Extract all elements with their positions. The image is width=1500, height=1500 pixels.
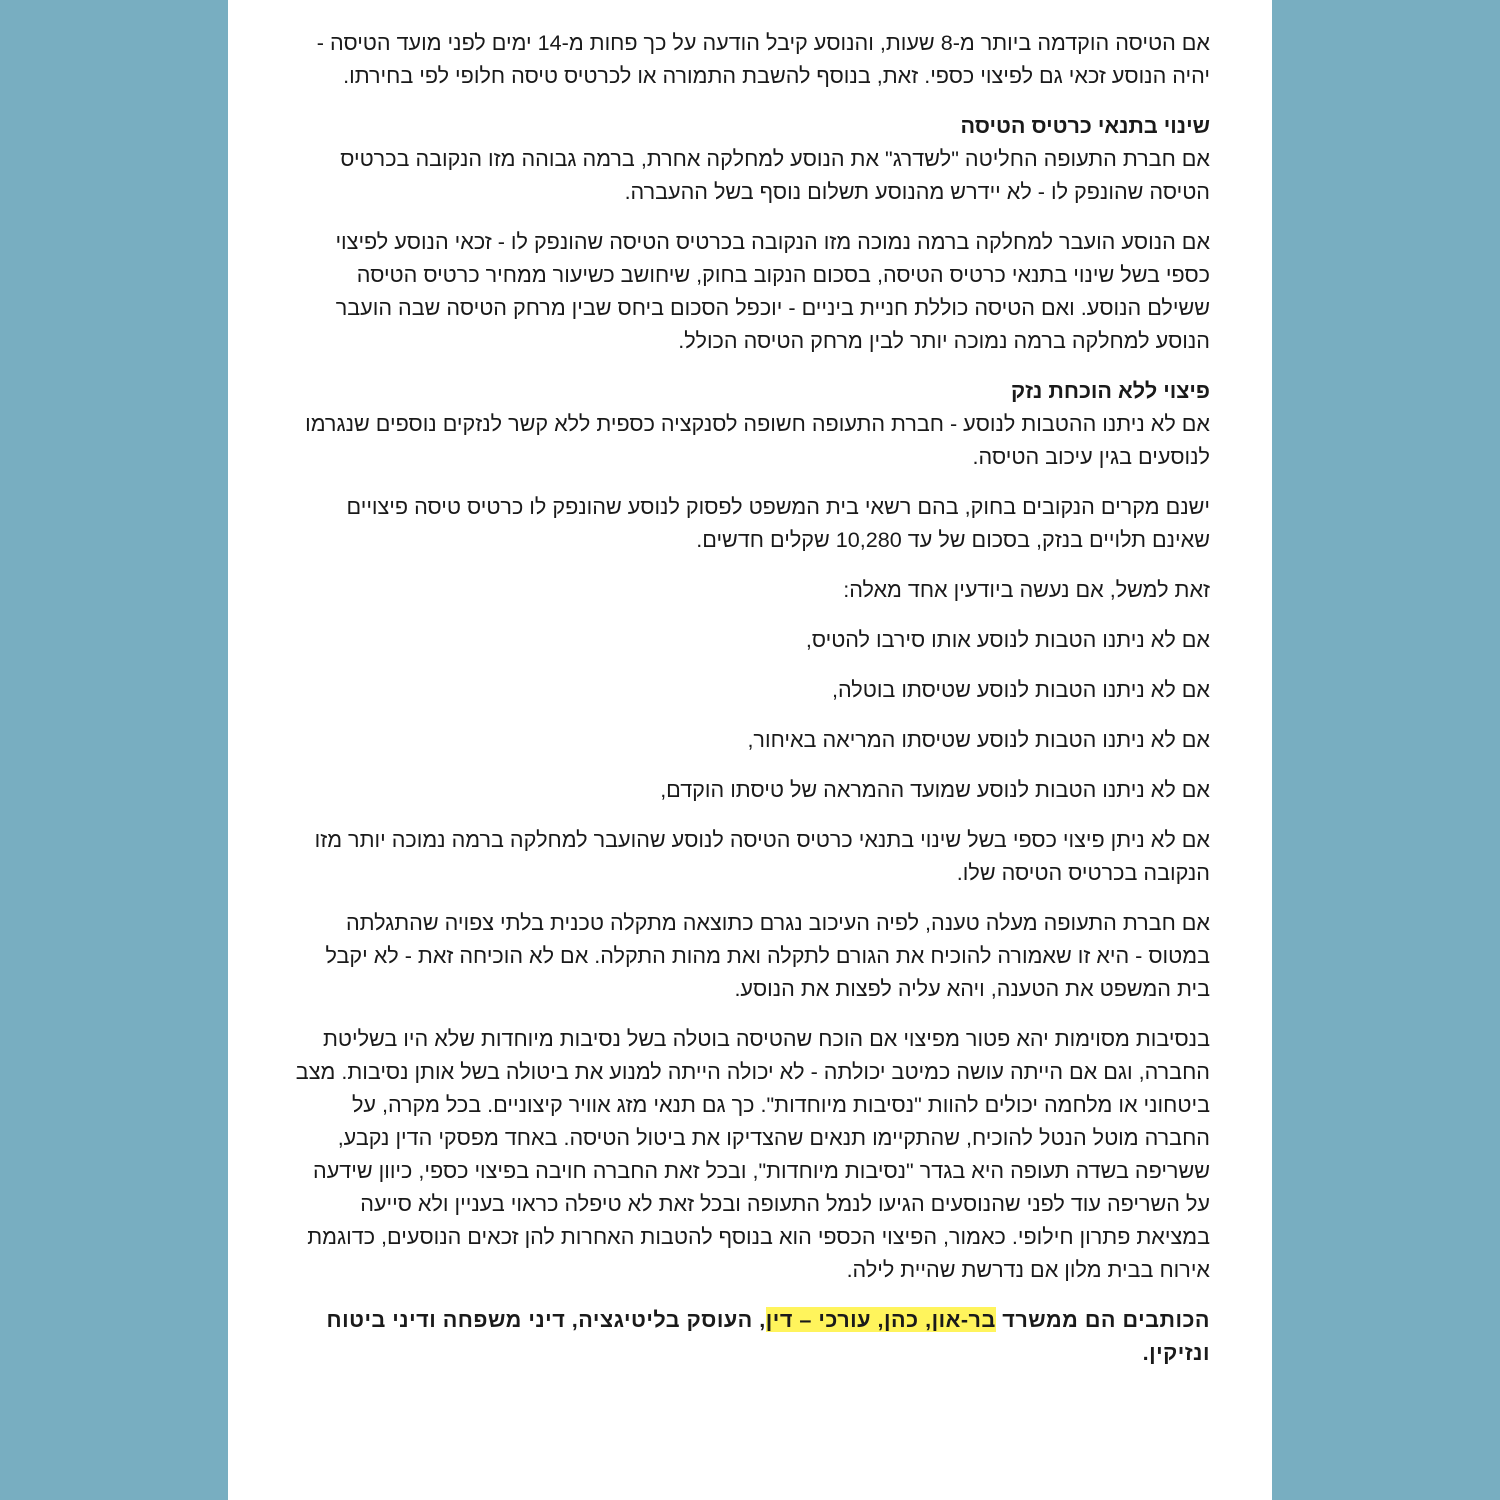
- list-item: אם לא ניתנו הטבות לנוסע שטיסתו המריאה באיחור,: [747, 727, 1210, 752]
- paragraph-special-circumstances: בנסיבות מסוימות יהא פטור מפיצוי אם הוכח שהטיסה בוטלה בשל נסיבות מיוחדות שלא היו בשליטת החברה, וגם אם הייתה עושה כמיטב יכולתה - לא יכולה הייתה למנוע את ביטולה בשל אותן נסיבות. מצב ביטחוני או מלחמה יכולים להוות "נסיבות מיוחדות". כך גם תנאי מזג אוויר קיצוניים. בכל מקרה, על החברה מוטל הנטל להוכיח, שהתקיימו תנאים שהצדיקו את ביטול הטיסה. באחד מפסקי הדין נקבע, ששריפה בשדה תעופה היא בגדר "נסיבות מיוחדות", ובכל זאת החברה חויבה בפיצוי כספי, כיוון שידעה על השריפה עוד לפני שהנוסעים הגיעו לנמל התעופה ובכל זאת לא טיפלה כראוי בעניין ולא סייעה במציאת פתרון חילופי. כאמור, הפיצוי הכספי הוא בנוסף להטבות האחרות להן זכאים הנוסעים, כדוגמת אירוח בבית מלון אם נדרשת שהיית לילה.: [295, 1026, 1210, 1282]
- paragraph-sanction: אם לא ניתנו ההטבות לנוסע - חברת התעופה חשופה לסנקציה כספית ללא קשר לנזקים נוספים שנגרמו לנוסעים בגין עיכוב הטיסה.: [305, 411, 1210, 469]
- footer-prefix: הכותבים הם ממשרד: [995, 1307, 1210, 1332]
- section-ticket-change: [294, 109, 1210, 208]
- paragraph-upgrade: אם חברת התעופה החליטה "לשדרג" את הנוסע למחלקה אחרת, ברמה גבוהה מזו הנקובה בכרטיס הטיסה שהונפק לו - לא יידרש מהנוסע תשלום נוסף בשל ההעברה.: [340, 146, 1210, 204]
- paragraph-downgrade: אם הנוסע הועבר למחלקה ברמה נמוכה מזו הנקובה בכרטיס הטיסה שהונפק לו - זכאי הנוסע לפיצוי כספי בשל שינוי בתנאי כרטיס הטיסה, בסכום הנקוב בחוק, שיחושב כשיעור ממחיר כרטיס הטיסה ששילם הנוסע. ואם הטיסה כוללת חניית ביניים - יוכפל הסכום ביחס שבין מרחק הטיסה שבה הועבר הנוסע למחלקה ברמה נמוכה יותר לבין מרחק הטיסה הכולל.: [335, 229, 1210, 353]
- list-item: אם לא ניתנו הטבות לנוסע שמועד ההמראה של טיסתו הוקדם,: [660, 777, 1210, 802]
- authors-footer: [294, 1303, 1210, 1369]
- firm-name-highlight: בר-און, כהן, עורכי – דין: [765, 1307, 996, 1332]
- section-compensation: [294, 374, 1210, 473]
- paragraph-for-example: זאת למשל, אם נעשה ביודעין אחד מאלה:: [843, 577, 1210, 602]
- footer-suffix: , העוסק בליטיגציה, דיני משפחה ודיני ביטוח ונזיקין.: [326, 1307, 1210, 1365]
- paragraph-early-flight: אם הטיסה הוקדמה ביותר מ-8 שעות, והנוסע קיבל הודעה על כך פחות מ-14 ימים לפני מועד הטיסה - יהיה הנוסע זכאי גם לפיצוי כספי. זאת, בנוסף להשבת התמורה או לכרטיס טיסה חלופי לפי בחירתו.: [316, 30, 1210, 88]
- paragraph-court-cases: ישנם מקרים הנקובים בחוק, בהם רשאי בית המשפט לפסוק לנוסע שהונפק לו כרטיס טיסה פיצויים שאינם תלויים בנזק, בסכום של עד 10,280 שקלים חדשים.: [346, 494, 1210, 552]
- paragraph-technical-fault: אם חברת התעופה מעלה טענה, לפיה העיכוב נגרם כתוצאה מתקלה טכנית בלתי צפויה שהתגלתה במטוס - היא זו שאמורה להוכיח את הגורם לתקלה ואת מהות התקלה. אם לא הוכיחה זאת - לא יקבל בית המשפט את הטענה, ויהא עליה לפצות את הנוסע.: [325, 910, 1210, 1001]
- heading-compensation: פיצוי ללא הוכחת נזק: [1011, 378, 1210, 403]
- heading-ticket-change: שינוי בתנאי כרטיס הטיסה: [960, 113, 1210, 138]
- paragraph-no-compensation: אם לא ניתן פיצוי כספי בשל שינוי בתנאי כרטיס הטיסה לנוסע שהועבר למחלקה ברמה נמוכה יותר מזו הנקובה בכרטיס הטיסה שלו.: [314, 827, 1210, 885]
- list-item: אם לא ניתנו הטבות לנוסע אותו סירבו להטיס,: [805, 627, 1210, 652]
- list-item: אם לא ניתנו הטבות לנוסע שטיסתו בוטלה,: [832, 677, 1210, 702]
- document-page: [228, 0, 1272, 1500]
